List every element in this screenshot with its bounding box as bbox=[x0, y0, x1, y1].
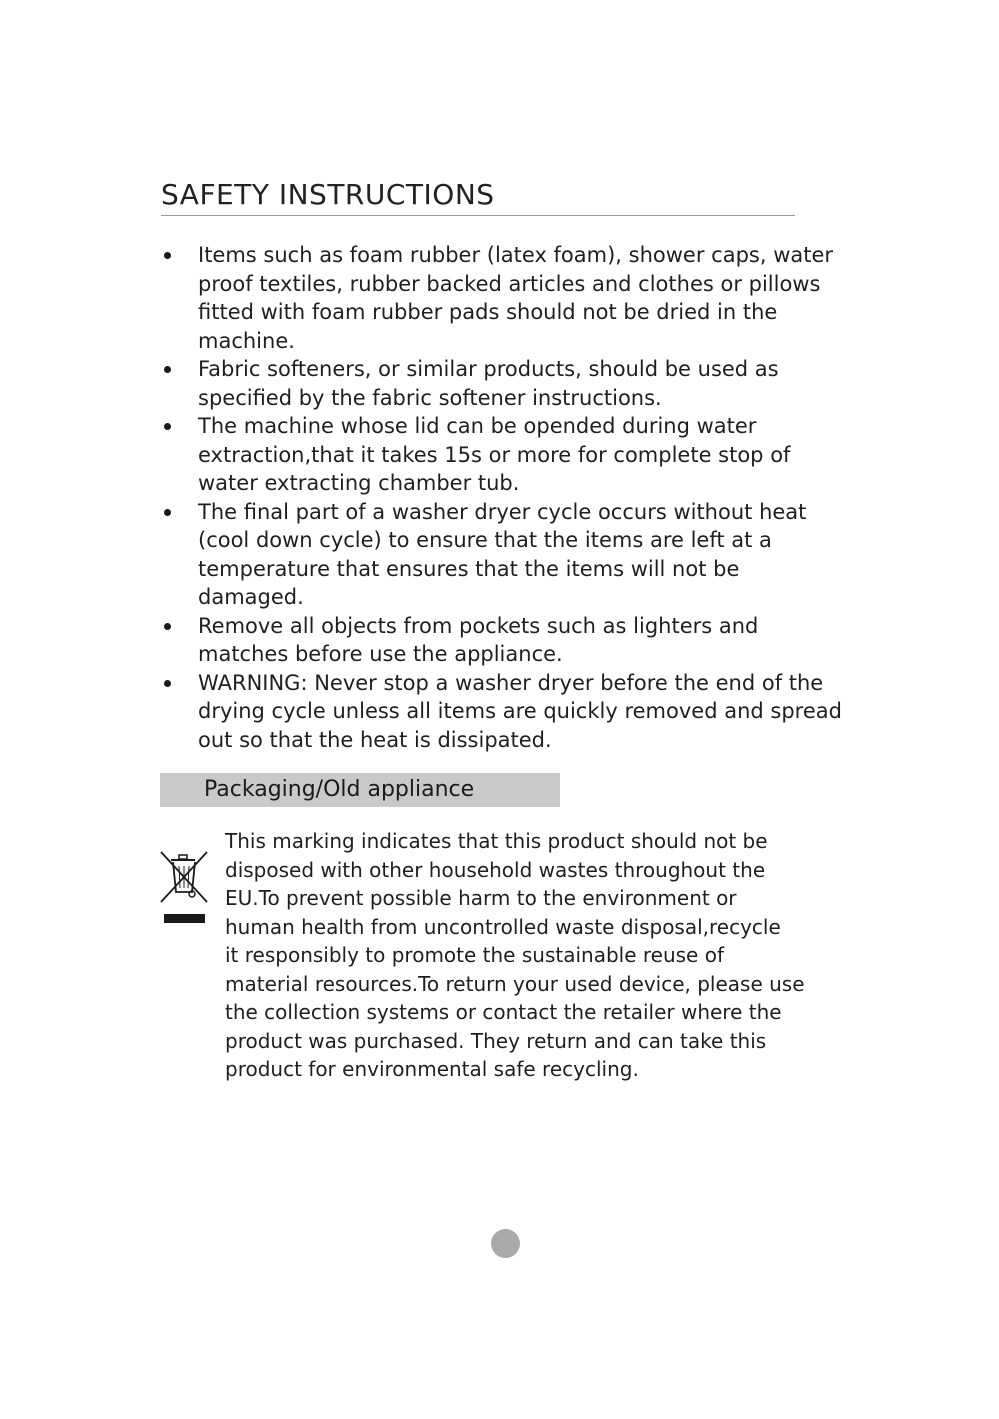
notice-line: This marking indicates that this product should not be bbox=[225, 829, 768, 853]
page-title: SAFETY INSTRUCTIONS bbox=[161, 178, 495, 211]
list-item bbox=[158, 412, 848, 498]
notice-line: human health from uncontrolled waste disposal,recycle bbox=[225, 914, 781, 939]
list-item bbox=[158, 498, 848, 612]
list-item bbox=[158, 355, 848, 412]
notice-line: it responsibly to promote the sustainable reuse of bbox=[225, 943, 724, 967]
section-heading-band bbox=[160, 773, 560, 807]
list-item-text: The final part of a washer dryer cycle occurs without heat (cool down cycle) to ensure that the items are left at a temperature that ensures that the items will not be damaged. bbox=[198, 499, 807, 609]
notice-line: product was purchased. They return and can take this bbox=[225, 1028, 767, 1053]
list-item bbox=[158, 241, 848, 355]
notice-line: EU.To prevent possible harm to the environment or bbox=[225, 886, 737, 910]
list-item bbox=[158, 669, 848, 755]
list-item-text: Items such as foam rubber (latex foam), shower caps, water proof textiles, rubber backed articles and clothes or pillows fitted with foam rubber pads should not be dried in the machine. bbox=[198, 243, 834, 353]
notice-line: the collection systems or contact the retailer where the bbox=[225, 1000, 782, 1024]
bullet-icon bbox=[164, 509, 171, 516]
safety-instructions-list bbox=[158, 241, 848, 754]
list-item-text: Remove all objects from pockets such as lighters and matches before use the appliance. bbox=[198, 613, 759, 666]
notice-line: disposed with other household wastes throughout the bbox=[225, 857, 766, 882]
notice-line: product for environmental safe recycling. bbox=[225, 1057, 639, 1081]
bullet-icon bbox=[164, 366, 171, 373]
list-item bbox=[158, 612, 848, 669]
title-divider bbox=[161, 215, 795, 216]
bullet-icon bbox=[164, 423, 171, 430]
notice-line: material resources.To return your used device, please use bbox=[225, 971, 805, 996]
list-item-text: WARNING: Never stop a washer dryer before the end of the drying cycle unless all items are quickly removed and spread out so that the heat is dissipated. bbox=[198, 670, 842, 752]
crossed-out-wheelie-bin-icon bbox=[157, 848, 211, 926]
bullet-icon bbox=[164, 680, 171, 687]
bullet-icon bbox=[164, 252, 171, 259]
section-heading: Packaging/Old appliance bbox=[204, 777, 475, 802]
weee-notice bbox=[225, 827, 855, 1084]
list-item-text: The machine whose lid can be opended during water extraction,that it takes 15s or more for complete stop of water extracting chamber tub. bbox=[198, 414, 791, 495]
page-number-marker bbox=[491, 1229, 520, 1258]
bullet-icon bbox=[164, 623, 171, 630]
list-item-text: Fabric softeners, or similar products, should be used as specified by the fabric softener instructions. bbox=[198, 357, 779, 410]
